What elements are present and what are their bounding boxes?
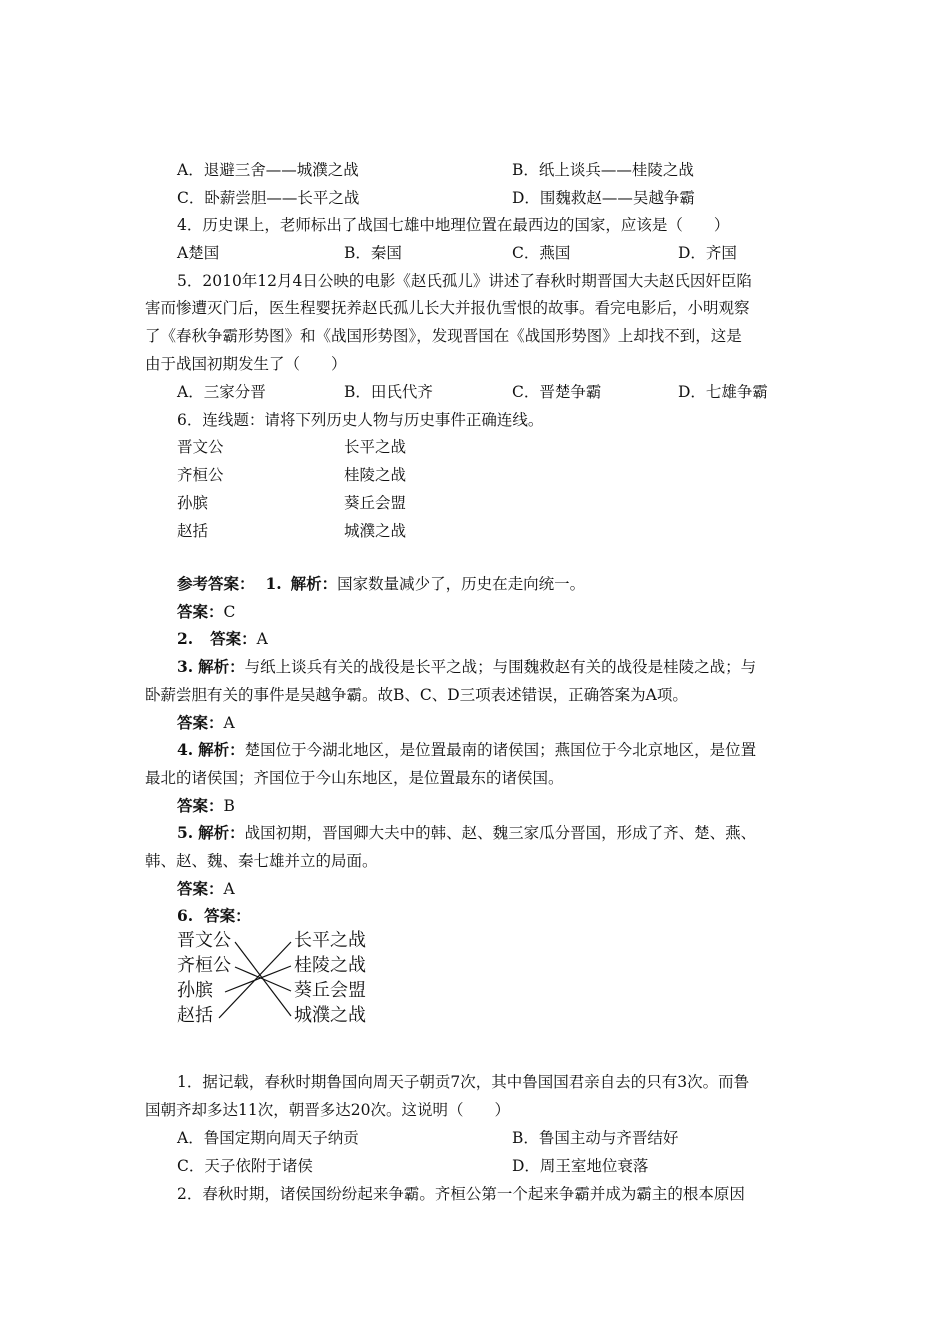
q6-person: 赵括 <box>177 522 209 540</box>
answer-3-result <box>177 713 235 733</box>
q6-event: 葵丘会盟 <box>344 494 407 512</box>
answer-label: 答案： <box>204 906 251 925</box>
answer-number: 3. <box>177 657 194 676</box>
analysis-label: 解析： <box>198 657 245 676</box>
matching-diagram <box>177 930 377 1034</box>
answer-label: 答案： <box>177 713 224 732</box>
analysis-text: 与纸上谈兵有关的战役是长平之战；与围魏救赵有关的战役是桂陵之战；与 <box>244 658 757 676</box>
analysis-label: 解析： <box>290 574 338 593</box>
answer-label: 答案： <box>177 796 224 815</box>
q5-option-b: B．田氏代齐 <box>344 383 433 401</box>
answer-value: B <box>223 797 235 815</box>
next-q1-option-a: A．鲁国定期向周天子纳贡 <box>177 1129 359 1147</box>
answer-number: 1. <box>265 574 282 593</box>
q6-person: 孙膑 <box>177 494 209 512</box>
match-event: 长平之战 <box>294 930 366 951</box>
next-q1-line-1: 1．据记载，春秋时期鲁国向周天子朝贡7次，其中鲁国国君亲自去的只有3次。而鲁 <box>177 1073 750 1091</box>
next-q1-option-b: B．鲁国主动与齐晋结好 <box>512 1129 679 1147</box>
q4-option-b: B．秦国 <box>344 244 402 262</box>
q5-line-4: 由于战国初期发生了（ ） <box>145 355 347 373</box>
match-person: 齐桓公 <box>177 955 231 976</box>
answer-label: 答案： <box>177 602 224 621</box>
q5-option-a: A．三家分晋 <box>177 383 266 401</box>
answer-5-analysis <box>177 823 756 843</box>
next-q1-option-d: D．周王室地位衰落 <box>512 1157 649 1175</box>
q6-event: 城濮之战 <box>344 522 407 540</box>
answer-value: A <box>256 630 268 648</box>
answer-number: 5. <box>177 823 194 842</box>
match-line-huangong-kuiqiu <box>235 967 291 991</box>
q6-event: 桂陵之战 <box>344 466 407 484</box>
answer-3-analysis <box>177 657 756 677</box>
answer-label: 答案： <box>210 629 257 648</box>
q5-line-2: 害而惨遭灭门后，医生程婴抚养赵氏孤儿长大并报仇雪恨的故事。看完电影后，小明观察 <box>145 299 750 317</box>
q6-stem: 6．连线题：请将下列历史人物与历史事件正确连线。 <box>177 411 544 429</box>
answer-4-analysis <box>177 740 756 760</box>
analysis-label: 解析： <box>198 740 245 759</box>
answer-4-analysis-cont: 最北的诸侯国；齐国位于今山东地区，是位置最东的诸侯国。 <box>145 769 564 787</box>
answer-6-result <box>177 906 251 926</box>
match-person: 孙膑 <box>177 980 213 1001</box>
matching-lines <box>177 930 377 1034</box>
answer-1-line <box>177 574 585 594</box>
q3-option-c: C．卧薪尝胆——长平之战 <box>177 189 360 207</box>
analysis-label: 解析： <box>198 823 245 842</box>
answer-value: A <box>223 880 235 898</box>
answer-number: 6. <box>177 906 194 925</box>
match-person: 赵括 <box>177 1005 213 1026</box>
match-line-zhaokuo-changping <box>219 942 291 1018</box>
answer-2-result <box>177 629 268 649</box>
q6-person: 齐桓公 <box>177 466 224 484</box>
answers-header: 参考答案： <box>177 574 255 593</box>
next-q2-line-1: 2．春秋时期，诸侯国纷纷起来争霸。齐桓公第一个起来争霸并成为霸主的根本原因 <box>177 1185 745 1203</box>
analysis-text: 国家数量减少了，历史在走向统一。 <box>337 575 586 593</box>
q5-line-1: 5．2010年12月4日公映的电影《赵氏孤儿》讲述了春秋时期晋国大夫赵氏因奸臣陷 <box>177 272 752 290</box>
q3-option-a: A．退避三舍——城濮之战 <box>177 161 359 179</box>
match-line-sunbin-guiling <box>225 966 291 992</box>
answer-label: 答案： <box>177 879 224 898</box>
analysis-text: 楚国位于今湖北地区，是位置最南的诸侯国；燕国位于今北京地区，是位置 <box>244 741 757 759</box>
match-person: 晋文公 <box>177 930 231 951</box>
q5-option-d: D．七雄争霸 <box>678 383 768 401</box>
answer-number: 2. <box>177 629 194 648</box>
next-q1-line-2: 国朝齐却多达11次，朝晋多达20次。这说明（ ） <box>145 1101 510 1119</box>
answer-5-result <box>177 879 235 899</box>
match-event: 葵丘会盟 <box>294 980 366 1001</box>
answer-value: C <box>223 603 236 621</box>
q5-line-3: 了《春秋争霸形势图》和《战国形势图》，发现晋国在《战国形势图》上却找不到，这是 <box>145 327 742 345</box>
answer-5-analysis-cont: 韩、赵、魏、秦七雄并立的局面。 <box>145 852 378 870</box>
q4-option-c: C．燕国 <box>512 244 571 262</box>
q3-option-b: B．纸上谈兵——桂陵之战 <box>512 161 694 179</box>
q6-event: 长平之战 <box>344 438 407 456</box>
next-q1-option-c: C．天子依附于诸侯 <box>177 1157 313 1175</box>
answer-1-result <box>177 602 235 622</box>
q4-stem: 4．历史课上，老师标出了战国七雄中地理位置在最西边的国家，应该是（ ） <box>177 216 730 234</box>
q6-person: 晋文公 <box>177 438 224 456</box>
match-event: 桂陵之战 <box>294 955 366 976</box>
q3-option-d: D．围魏救赵——吴越争霸 <box>512 189 695 207</box>
q5-option-c: C．晋楚争霸 <box>512 383 602 401</box>
answer-3-analysis-cont: 卧薪尝胆有关的事件是吴越争霸。故B、C、D三项表述错误，正确答案为A项。 <box>145 686 688 704</box>
q4-option-d: D．齐国 <box>678 244 737 262</box>
answer-4-result <box>177 796 235 816</box>
match-event: 城濮之战 <box>294 1005 366 1026</box>
analysis-text: 战国初期，晋国卿大夫中的韩、赵、魏三家瓜分晋国，形成了齐、楚、燕、 <box>244 824 757 842</box>
q4-option-a: A楚国 <box>177 244 220 262</box>
answer-number: 4. <box>177 740 194 759</box>
answer-value: A <box>223 714 235 732</box>
